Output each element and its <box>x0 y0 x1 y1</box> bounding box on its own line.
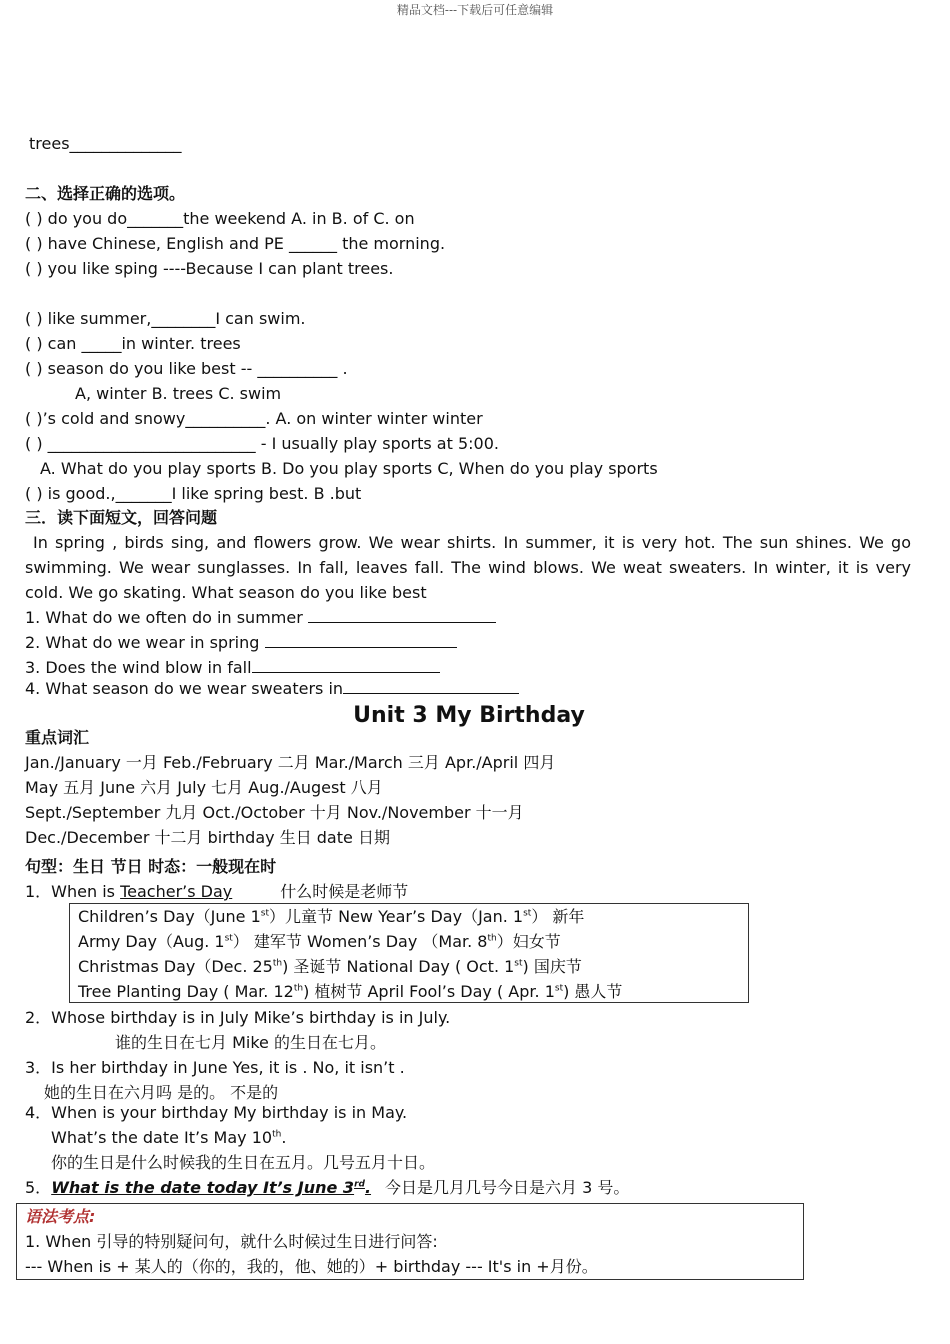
sentence-3-cn: 她的生日在六月吗 是的。 不是的 <box>44 1083 279 1102</box>
reading-question-3: 3. Does the wind blow in fall <box>25 658 440 678</box>
answer-blank[interactable] <box>308 608 496 623</box>
top-line: trees______________ <box>29 134 182 153</box>
sentence-3: 3．Is her birthday in June Yes, it is . No, it isn’t . <box>25 1058 405 1077</box>
question-2: ( ) have Chinese, English and PE ______ the morning. <box>25 234 446 253</box>
reading-question-1: 1. What do we often do in summer <box>25 608 496 628</box>
question-7: ( )’s cold and snowy__________. A. on winter winter winter <box>25 409 483 428</box>
answer-blank[interactable] <box>265 633 457 648</box>
question-5: ( ) can _____in winter. trees <box>25 334 241 353</box>
holiday-line-3: Christmas Day（Dec. 25th) 圣诞节 National Day ( Oct. 1st) 国庆节 <box>78 957 582 976</box>
sentence-5: 5．What is the date today It’s June 3rd. 今日是几月几号今日是六月 3 号。 <box>25 1178 630 1197</box>
reading-passage: In spring , birds sing, and flowers grow. We wear shirts. In summer, it is very hot. The sun shines. We go swimming. We wear sunglasses. In fall, leaves fall. The wind blows. We weat sweaters. In winter, it is very cold. We go skating. What season do you like best <box>25 533 911 602</box>
question-9: ( ) is good.,_______I like spring best. B .but <box>25 484 362 503</box>
holiday-line-1: Children’s Day（June 1st）儿童节 New Year’s Day（Jan. 1st） 新年 <box>78 907 585 926</box>
question-6: ( ) season do you like best -- __________ . <box>25 359 348 378</box>
holiday-line-2: Army Day（Aug. 1st） 建军节 Women’s Day （Mar. 8th）妇女节 <box>78 932 561 951</box>
sentence-2-cn: 谁的生日在七月 Mike 的生日在七月。 <box>115 1033 386 1052</box>
grammar-point-2: --- When is + 某人的（你的，我的，他、她的）+ birthday --- It's in +月份。 <box>25 1257 598 1276</box>
vocab-line-3: Sept./September 九月 Oct./October 十月 Nov./November 十一月 <box>25 803 524 822</box>
question-4: ( ) like summer,________I can swim. <box>25 309 306 328</box>
question-8-options: A. What do you play sports B. Do you play sports C, When do you play sports <box>40 459 658 478</box>
reading-question-2: 2. What do we wear in spring <box>25 633 457 653</box>
section2-title: 二、选择正确的选项。 <box>25 184 186 203</box>
grammar-title: 语法考点: <box>25 1207 96 1226</box>
vocab-line-2: May 五月 June 六月 July 七月 Aug./Augest 八月 <box>25 778 383 797</box>
vocab-line-1: Jan./January 一月 Feb./February 二月 Mar./March 三月 Apr./April 四月 <box>25 753 556 772</box>
question-3: ( ) you like sping ----Because I can plant trees. <box>25 259 394 278</box>
page-header: 精品文档---下载后可任意编辑 <box>396 3 554 17</box>
vocab-title: 重点词汇 <box>25 728 90 747</box>
question-1: ( ) do you do_______the weekend A. in B. of C. on <box>25 209 415 228</box>
sentence-2: 2．Whose birthday is in July Mike’s birthday is in July. <box>25 1008 451 1027</box>
unit-title: Unit 3 My Birthday <box>353 703 585 728</box>
reading-question-4: 4. What season do we wear sweaters in <box>25 679 519 699</box>
answer-blank[interactable] <box>252 658 440 673</box>
question-8: ( ) __________________________ - I usually play sports at 5:00. <box>25 434 499 453</box>
question-6-options: A, winter B. trees C. swim <box>75 384 282 403</box>
section3-title: 三．读下面短文，回答问题 <box>25 508 218 527</box>
holiday-line-4: Tree Planting Day ( Mar. 12th) 植树节 April Fool’s Day ( Apr. 1st) 愚人节 <box>78 982 623 1001</box>
pattern-title: 句型：生日 节日 时态：一般现在时 <box>25 857 277 876</box>
vocab-line-4: Dec./December 十二月 birthday 生日 date 日期 <box>25 828 390 847</box>
sentence-4b: What’s the date It’s May 10th. <box>51 1128 287 1147</box>
grammar-point-1: 1. When 引导的特别疑问句，就什么时候过生日进行问答: <box>25 1232 438 1251</box>
sentence-4: 4．When is your birthday My birthday is in May. <box>25 1103 408 1122</box>
sentence-4-cn: 你的生日是什么时候我的生日在五月。几号五月十日。 <box>51 1153 436 1172</box>
sentence-1: 1．When is Teacher’s Day 什么时候是老师节 <box>25 882 409 901</box>
answer-blank[interactable] <box>343 679 519 694</box>
